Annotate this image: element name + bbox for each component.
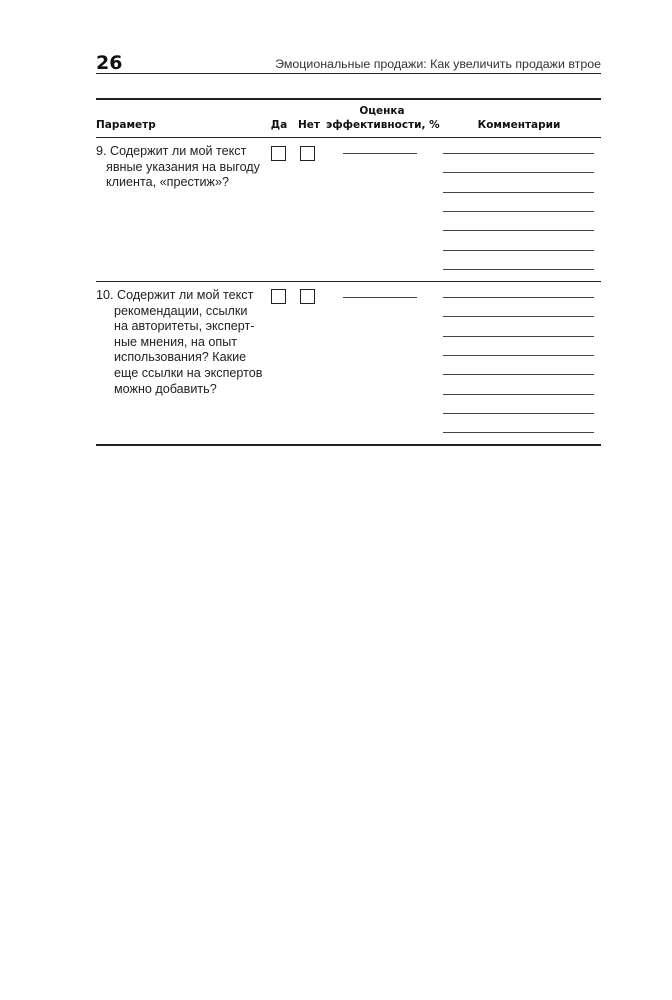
- row-10-parameter: [96, 288, 264, 397]
- row-10-line-1: 10. Содержит ли мой текст: [96, 288, 254, 302]
- column-header-parameter: Параметр: [96, 119, 156, 131]
- row-10-line-4: ные мнения, на опыт: [114, 334, 238, 349]
- row-10-comment-line[interactable]: [443, 394, 594, 395]
- column-header-rating-line2: эффективности, %: [326, 119, 440, 131]
- table-bottom-rule: [96, 444, 601, 446]
- column-header-rating-line1: Оценка: [359, 105, 405, 117]
- row-9-rating-blank[interactable]: [343, 153, 417, 154]
- column-header-yes: Да: [270, 119, 288, 131]
- row-9-yes-checkbox[interactable]: [271, 146, 286, 161]
- header-row-rule: [96, 137, 601, 138]
- row-9-comment-line[interactable]: [443, 269, 594, 270]
- row-9-comment-line[interactable]: [443, 153, 594, 154]
- row-10-comment-line[interactable]: [443, 336, 594, 337]
- row-9-comment-line[interactable]: [443, 230, 594, 231]
- column-header-no: Нет: [298, 119, 320, 131]
- row-10-rating-blank[interactable]: [343, 297, 417, 298]
- row-9-line-2: явные указания на выгоду: [106, 159, 260, 174]
- row-9-comment-line[interactable]: [443, 211, 594, 212]
- column-header-comments: Комментарии: [477, 119, 561, 131]
- row-10-line-2: рекомендации, ссылки: [114, 303, 248, 318]
- row-9-line-3: клиента, «престиж»?: [106, 175, 229, 190]
- row-10-line-3: на авторитеты, эксперт-: [114, 319, 255, 334]
- row-10-yes-checkbox[interactable]: [271, 289, 286, 304]
- row-9-comment-line[interactable]: [443, 192, 594, 193]
- page-header: [96, 52, 601, 72]
- row-10-comment-line[interactable]: [443, 297, 594, 298]
- row-10-comment-line[interactable]: [443, 316, 594, 317]
- row-10-no-checkbox[interactable]: [300, 289, 315, 304]
- row-9-comment-line[interactable]: [443, 172, 594, 173]
- row-10-comment-line[interactable]: [443, 355, 594, 356]
- page-number: 26: [96, 52, 123, 74]
- row-9-line-1: 9. Содержит ли мой текст: [96, 144, 247, 158]
- row-10-line-6: еще ссылки на экспертов: [114, 365, 263, 380]
- table-top-rule: [96, 98, 601, 100]
- row-10-comment-line[interactable]: [443, 374, 594, 375]
- running-title: Эмоциональные продажи: Как увеличить продажи втрое: [275, 57, 601, 71]
- row-9-parameter: [96, 144, 264, 191]
- header-rule: [96, 73, 601, 74]
- row-9-no-checkbox[interactable]: [300, 146, 315, 161]
- row-10-comment-line[interactable]: [443, 432, 594, 433]
- row-9-comment-line[interactable]: [443, 250, 594, 251]
- row-10-comment-line[interactable]: [443, 413, 594, 414]
- row-10-line-7: можно добавить?: [114, 381, 217, 396]
- row-10-line-5: использования? Какие: [114, 350, 247, 365]
- row-separator: [96, 281, 601, 282]
